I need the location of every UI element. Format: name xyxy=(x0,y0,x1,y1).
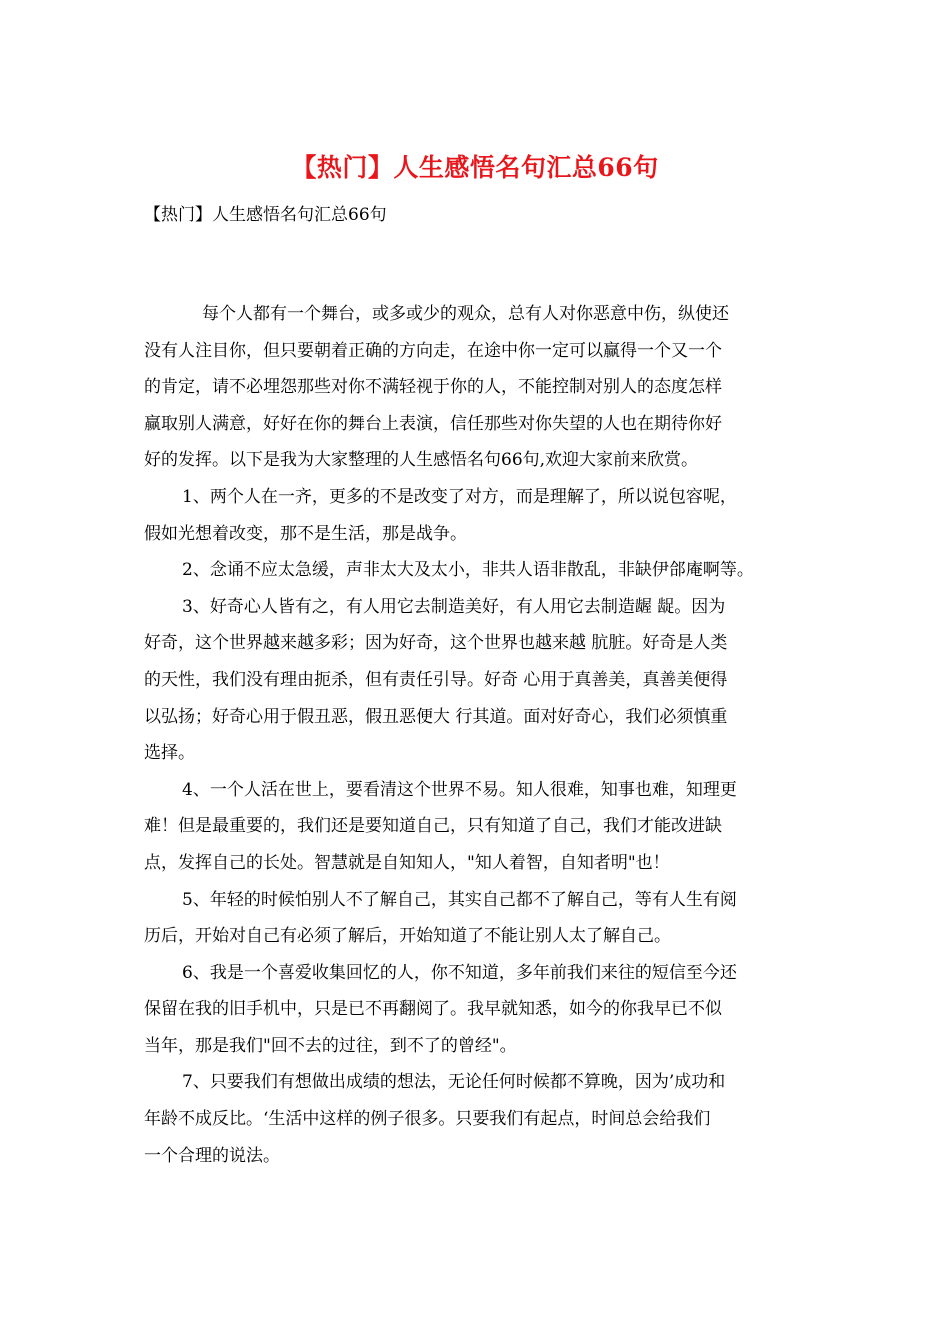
body-line: 没有人注目你，但只要朝着正确的方向走，在途中你一定可以赢得一个又一个 xyxy=(144,340,722,361)
body-line: 3、好奇心人皆有之，有人用它去制造美好，有人用它去制造龌 龊。因为 xyxy=(182,596,726,617)
body-line: 以弘扬；好奇心用于假丑恶，假丑恶便大 行其道。面对好奇心，我们必须慎重 xyxy=(144,706,728,727)
body-line: 点，发挥自己的长处。智慧就是自知知人，"知人着智，自知者明"也！ xyxy=(144,852,670,873)
body-line: 假如光想着改变，那不是生活，那是战争。 xyxy=(144,523,467,544)
body-line: 选择。 xyxy=(144,743,195,764)
body-line: 历后，开始对自己有必须了解后，开始知道了不能让别人太了解自己。 xyxy=(144,926,671,947)
body-line: 的肯定，请不必埋怨那些对你不满轻视于你的人，不能控制对别人的态度怎样 xyxy=(144,377,722,398)
body-line: 难！但是最重要的，我们还是要知道自己，只有知道了自己，我们才能改进缺 xyxy=(144,816,722,837)
body-line: 保留在我的旧手机中，只是已不再翻阅了。我早就知悉，如今的你我早已不似 xyxy=(144,999,722,1020)
body-line: 年龄不成反比。‘生活中这样的例子很多。只要我们有起点，时间总会给我们 xyxy=(144,1109,711,1130)
body-line: 当年，那是我们"回不去的过往，到不了的曾经"。 xyxy=(144,1035,517,1056)
body-line: 的天性，我们没有理由扼杀，但有责任引导。好奇 心用于真善美，真善美便得 xyxy=(144,669,728,690)
body-line: 一个合理的说法。 xyxy=(144,1145,280,1166)
body-line: 4、一个人活在世上，要看清这个世界不易。知人很难，知事也难，知理更 xyxy=(182,779,737,800)
body-line: 好的发挥。以下是我为大家整理的人生感悟名句66句,欢迎大家前来欣赏。 xyxy=(144,450,699,471)
document-body xyxy=(144,296,834,1174)
body-line: 6、我是一个喜爱收集回忆的人，你不知道，多年前我们来往的短信至今还 xyxy=(182,962,737,983)
body-line: 2、念诵不应太急缓，声非太大及太小，非共人语非散乱，非缺伊郃庵啊等。 xyxy=(182,560,754,581)
body-line: 1、两个人在一齐，更多的不是改变了对方，而是理解了，所以说包容呢， xyxy=(182,486,737,507)
body-line: 好奇，这个世界越来越多彩；因为好奇，这个世界也越来越 肮脏。好奇是人类 xyxy=(144,633,728,654)
document-subtitle: 【热门】人生感悟名句汇总66句 xyxy=(144,205,387,225)
body-line: 5、年轻的时候怕别人不了解自己，其实自己都不了解自己，等有人生有阅 xyxy=(182,889,737,910)
body-line: 赢取别人满意，好好在你的舞台上表演，信任那些对你失望的人也在期待你好 xyxy=(144,413,722,434)
body-line: 每个人都有一个舞台，或多或少的观众，总有人对你恶意中伤，纵使还 xyxy=(202,304,729,324)
body-line: 7、只要我们有想做出成绩的想法，无论任何时候都不算晚，因为’成功和 xyxy=(182,1072,726,1093)
document-title: 【热门】人生感悟名句汇总66句 xyxy=(291,153,659,182)
